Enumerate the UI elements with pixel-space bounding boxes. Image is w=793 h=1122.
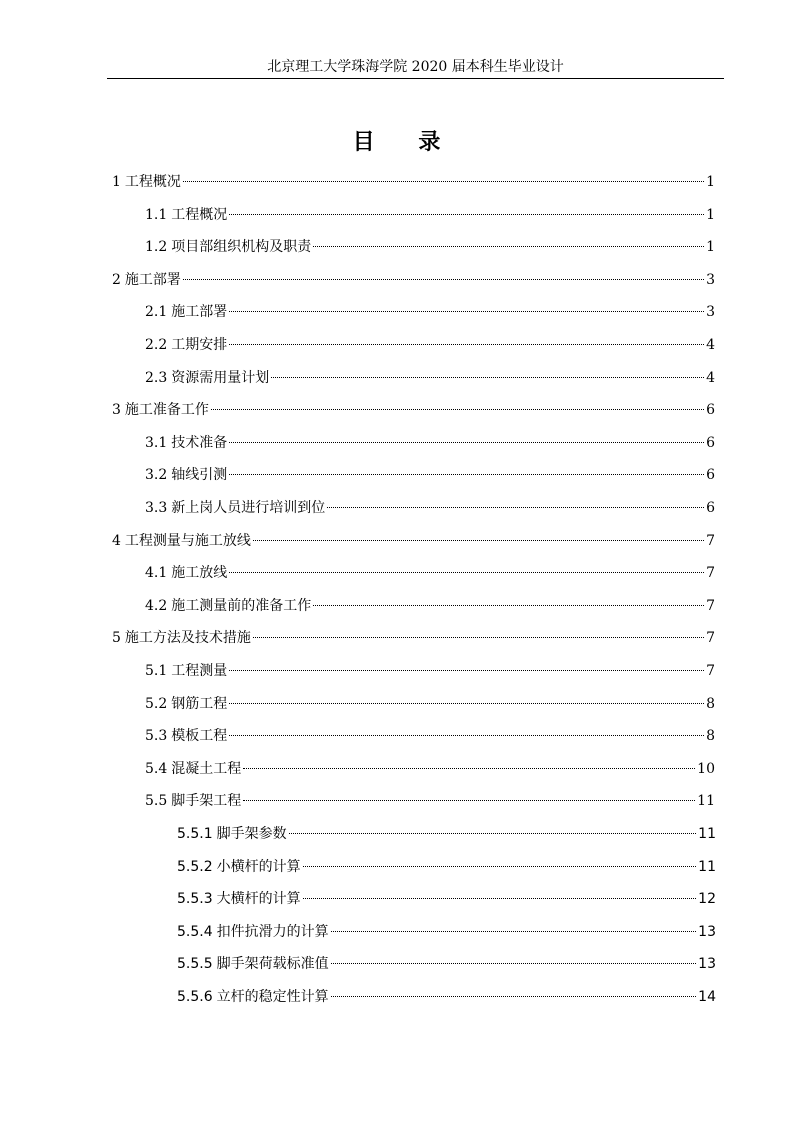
toc-entry-label: 工期安排: [171, 337, 228, 353]
toc-entry-page: 8: [706, 696, 715, 712]
toc-entry-number: 2.3: [145, 370, 168, 386]
toc-entry[interactable]: [177, 986, 716, 1008]
toc-entry-label: 工程测量与施工放线: [124, 533, 251, 549]
toc-entry-number: 5.3: [145, 728, 168, 744]
toc-entry-page: 7: [706, 533, 715, 549]
toc-entry-label: 小横杆的计算: [216, 859, 301, 875]
dot-leader: [253, 540, 704, 541]
toc-entry-number: 4.1: [145, 565, 168, 581]
toc-entry-number: 1.1: [145, 207, 168, 223]
toc-entry-page: 7: [706, 598, 715, 614]
toc-entry-number: 1.2: [145, 239, 168, 255]
toc-entry-label: 脚手架工程: [171, 793, 242, 809]
toc-entry-page: 1: [706, 239, 715, 255]
toc-entry[interactable]: [112, 399, 715, 421]
dot-leader: [229, 474, 704, 475]
toc-entry-label: 技术准备: [171, 435, 228, 451]
dot-leader: [229, 311, 704, 312]
toc-entry[interactable]: [145, 595, 715, 617]
toc-entry-number: 1: [112, 174, 121, 190]
dot-leader: [303, 866, 697, 867]
toc-entry-number: 3.2: [145, 467, 168, 483]
dot-leader: [183, 181, 704, 182]
toc-entry-page: 7: [706, 663, 715, 679]
toc-entry-number: 3.1: [145, 435, 168, 451]
toc-entry-page: 4: [706, 370, 715, 386]
toc-entry-label: 施工准备工作: [124, 402, 209, 418]
toc-entry-page: 6: [706, 402, 715, 418]
toc-entry[interactable]: [145, 432, 715, 454]
toc-entry-number: 5.5.4: [177, 924, 213, 940]
toc-entry[interactable]: [145, 367, 715, 389]
toc-entry-page: 13: [698, 956, 716, 972]
toc-entry-number: 5.2: [145, 696, 168, 712]
toc-entry-number: 5.5.2: [177, 859, 213, 875]
toc-entry-label: 资源需用量计划: [171, 370, 270, 386]
toc-entry-page: 14: [698, 989, 716, 1005]
toc-entry-label: 新上岗人员进行培训到位: [171, 500, 326, 516]
dot-leader: [229, 344, 704, 345]
toc-entry[interactable]: [112, 269, 715, 291]
toc-entry-page: 6: [706, 500, 715, 516]
dot-leader: [313, 605, 704, 606]
toc-entry[interactable]: [145, 301, 715, 323]
dot-leader: [313, 246, 704, 247]
toc-entry-label: 施工部署: [171, 304, 228, 320]
toc-entry[interactable]: [145, 693, 715, 715]
dot-leader: [183, 279, 704, 280]
toc-entry-number: 2.1: [145, 304, 168, 320]
dot-leader: [327, 507, 704, 508]
toc-entry-number: 4.2: [145, 598, 168, 614]
dot-leader: [331, 931, 697, 932]
toc-entry[interactable]: [145, 334, 715, 356]
toc-entry-number: 5: [112, 630, 121, 646]
toc-entry-page: 7: [706, 630, 715, 646]
toc-entry[interactable]: [145, 236, 715, 258]
toc-entry-page: 10: [697, 761, 715, 777]
toc-entry[interactable]: [145, 204, 715, 226]
toc-entry-label: 大横杆的计算: [216, 891, 301, 907]
toc-entry-number: 5.5: [145, 793, 168, 809]
toc-entry-label: 扣件抗滑力的计算: [216, 924, 329, 940]
toc-entry[interactable]: [145, 562, 715, 584]
toc-entry-label: 施工部署: [124, 272, 181, 288]
toc-entry-label: 施工测量前的准备工作: [171, 598, 312, 614]
toc-entry-page: 11: [697, 793, 715, 809]
toc-entry[interactable]: [112, 627, 715, 649]
toc-entry[interactable]: [177, 823, 716, 845]
toc-entry-page: 6: [706, 467, 715, 483]
toc-entry-page: 4: [706, 337, 715, 353]
toc-entry-number: 4: [112, 533, 121, 549]
toc-entry-page: 11: [698, 826, 716, 842]
dot-leader: [229, 214, 704, 215]
toc-entry-number: 5.5.1: [177, 826, 213, 842]
toc-entry-page: 7: [706, 565, 715, 581]
toc-entry-page: 8: [706, 728, 715, 744]
page-header: 北京理工大学珠海学院 2020 届本科生毕业设计: [267, 59, 564, 75]
toc-entry[interactable]: [177, 953, 716, 975]
toc-entry-number: 3.3: [145, 500, 168, 516]
dot-leader: [229, 670, 704, 671]
toc-entry[interactable]: [145, 758, 715, 780]
toc-entry-label: 脚手架参数: [216, 826, 287, 842]
toc-entry-label: 工程测量: [171, 663, 228, 679]
toc-entry[interactable]: [145, 464, 715, 486]
toc-entry-label: 轴线引测: [171, 467, 228, 483]
toc-entry-page: 1: [706, 207, 715, 223]
toc-entry-number: 2.2: [145, 337, 168, 353]
dot-leader: [289, 833, 697, 834]
toc-entry-label: 施工放线: [171, 565, 228, 581]
toc-entry-page: 3: [706, 272, 715, 288]
toc-entry-label: 施工方法及技术措施: [124, 630, 251, 646]
toc-entry-number: 3: [112, 402, 121, 418]
toc-entry[interactable]: [145, 725, 715, 747]
toc-entry-label: 项目部组织机构及职责: [171, 239, 312, 255]
toc-title: 目 录: [352, 130, 459, 155]
toc-entry-label: 混凝土工程: [171, 761, 242, 777]
dot-leader: [243, 800, 695, 801]
toc-entry-label: 立杆的稳定性计算: [216, 989, 329, 1005]
toc-entry-label: 脚手架荷载标准值: [216, 956, 329, 972]
toc-entry-page: 12: [698, 891, 716, 907]
dot-leader: [271, 377, 704, 378]
toc-entry[interactable]: [177, 888, 716, 910]
toc-entry-page: 3: [706, 304, 715, 320]
toc-entry-label: 钢筋工程: [171, 696, 228, 712]
toc-entry-label: 模板工程: [171, 728, 228, 744]
toc-entry[interactable]: [177, 921, 716, 943]
dot-leader: [211, 409, 704, 410]
dot-leader: [229, 703, 704, 704]
toc-entry-label: 工程概况: [171, 207, 228, 223]
toc-entry-page: 1: [706, 174, 715, 190]
dot-leader: [229, 442, 704, 443]
toc-entry-page: 13: [698, 924, 716, 940]
toc-entry-number: 5.5.6: [177, 989, 213, 1005]
dot-leader: [229, 735, 704, 736]
toc-entry[interactable]: [145, 497, 715, 519]
toc-entry-page: 11: [698, 859, 716, 875]
dot-leader: [229, 572, 704, 573]
toc-entry-number: 2: [112, 272, 121, 288]
toc-entry[interactable]: [145, 790, 715, 812]
dot-leader: [303, 898, 697, 899]
toc-entry-number: 5.5.5: [177, 956, 213, 972]
toc-entry-number: 5.1: [145, 663, 168, 679]
toc-entry-page: 6: [706, 435, 715, 451]
toc-entry[interactable]: [112, 171, 715, 193]
toc-entry-number: 5.4: [145, 761, 168, 777]
dot-leader: [243, 768, 695, 769]
dot-leader: [331, 963, 697, 964]
toc-entry[interactable]: [112, 530, 715, 552]
toc-entry[interactable]: [177, 856, 716, 878]
toc-entry-number: 5.5.3: [177, 891, 213, 907]
toc-entry-label: 工程概况: [124, 174, 181, 190]
dot-leader: [331, 996, 697, 997]
dot-leader: [253, 637, 704, 638]
toc-entry[interactable]: [145, 660, 715, 682]
